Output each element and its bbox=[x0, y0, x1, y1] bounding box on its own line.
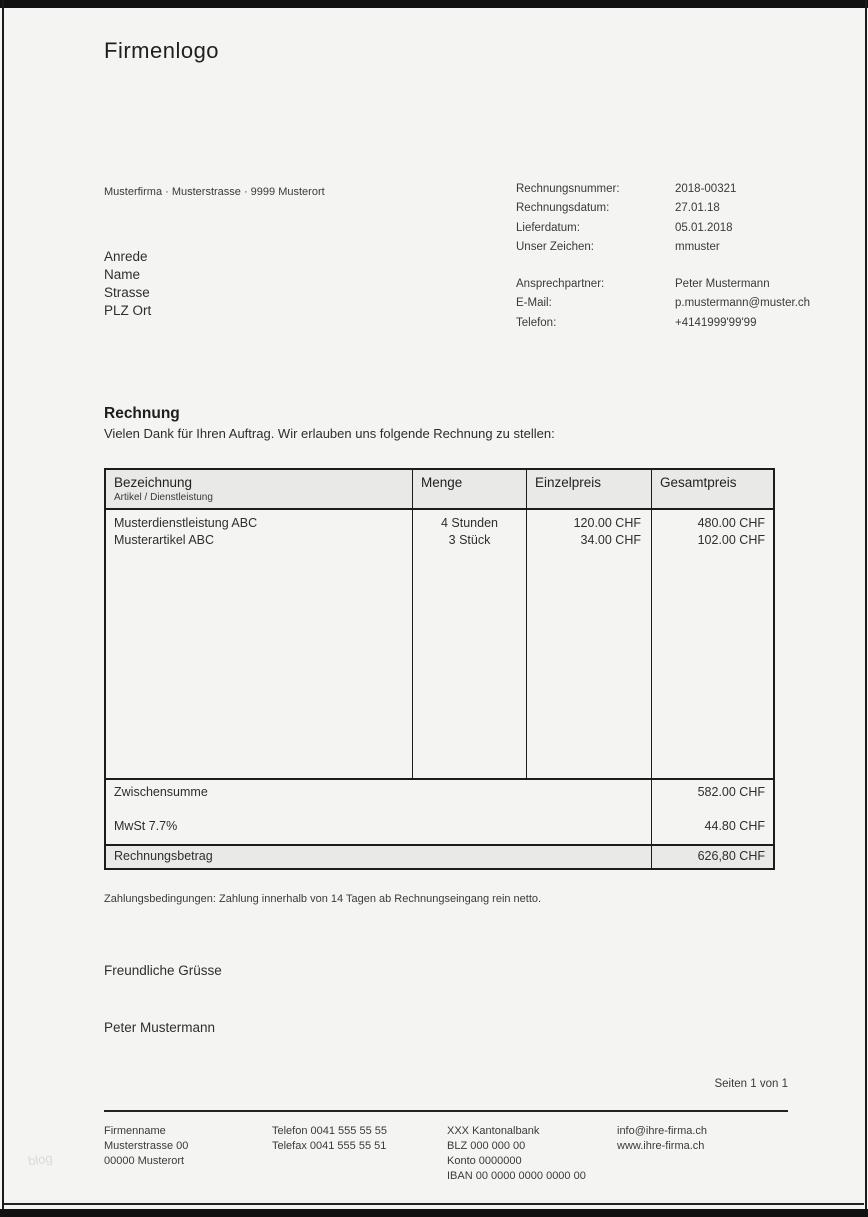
header-description-sublabel: Artikel / Dienstleistung bbox=[114, 492, 213, 503]
column-descriptions bbox=[106, 510, 413, 778]
page-border-top bbox=[0, 0, 868, 8]
item-description: Musterdienstleistung ABC bbox=[114, 516, 258, 530]
footer-telefon: Telefon 0041 555 55 55 bbox=[272, 1125, 387, 1137]
invoice-date-label: Rechnungsdatum: bbox=[516, 202, 610, 215]
email-label: E-Mail: bbox=[516, 297, 552, 310]
page-border-left bbox=[2, 0, 4, 1217]
delivery-date-value: 05.01.2018 bbox=[675, 221, 733, 234]
grand-total-value: 626,80 CHF bbox=[697, 849, 765, 863]
header-description-label: Bezeichnung bbox=[114, 475, 193, 490]
item-description: Musterartikel ABC bbox=[114, 533, 215, 547]
invoice-items-table bbox=[104, 468, 775, 870]
grand-total-label: Rechnungsbetrag bbox=[106, 846, 652, 868]
signature-name: Peter Mustermann bbox=[104, 1020, 216, 1035]
subtotal-labels-cell bbox=[106, 780, 652, 844]
meta-row-contact-person bbox=[516, 278, 826, 297]
meta-row-invoice-date bbox=[516, 202, 826, 221]
footer-bank-blz: BLZ 000 000 00 bbox=[447, 1140, 526, 1152]
invoice-meta-block bbox=[516, 183, 826, 336]
page-border-right bbox=[865, 0, 867, 1217]
header-total-price-label: Gesamtpreis bbox=[660, 475, 737, 490]
page-border-bottom bbox=[0, 1209, 868, 1217]
invoice-number-value: 2018-00321 bbox=[675, 183, 737, 195]
meta-row-phone bbox=[516, 317, 826, 336]
page-indicator: Seiten 1 von 1 bbox=[714, 1078, 788, 1090]
recipient-street: Strasse bbox=[104, 285, 150, 300]
item-unit-price: 34.00 CHF bbox=[580, 533, 641, 547]
recipient-city: PLZ Ort bbox=[104, 303, 152, 318]
footer-telefax: Telefax 0041 555 55 51 bbox=[272, 1140, 387, 1152]
footer-company-city: 00000 Musterort bbox=[104, 1155, 185, 1167]
invoice-number-label: Rechnungsnummer: bbox=[516, 183, 620, 195]
sender-line: Musterfirma · Musterstrasse · 9999 Musterort bbox=[104, 186, 325, 198]
recipient-name: Name bbox=[104, 267, 141, 282]
header-quantity-label: Menge bbox=[421, 475, 463, 490]
invoice-title: Rechnung bbox=[104, 405, 180, 422]
meta-row-our-reference bbox=[516, 241, 826, 260]
closing-greeting: Freundliche Grüsse bbox=[104, 963, 222, 978]
footer-email: info@ihre-firma.ch bbox=[617, 1125, 708, 1137]
footer-divider bbox=[104, 1110, 788, 1112]
meta-row-email bbox=[516, 297, 826, 316]
item-total: 480.00 CHF bbox=[697, 516, 765, 530]
footer-bank-iban: IBAN 00 0000 0000 0000 00 bbox=[447, 1170, 586, 1182]
header-cell-description bbox=[106, 470, 413, 508]
footer-bank-column bbox=[447, 1124, 586, 1184]
contact-person-value: Peter Mustermann bbox=[675, 278, 770, 291]
item-total: 102.00 CHF bbox=[697, 533, 765, 547]
item-quantity: 3 Stück bbox=[448, 533, 491, 547]
footer-company-name: Firmenname bbox=[104, 1125, 166, 1137]
footer-phone-column bbox=[272, 1124, 387, 1154]
our-reference-label: Unser Zeichen: bbox=[516, 240, 594, 253]
vat-value: 44.80 CHF bbox=[704, 819, 765, 833]
phone-label: Telefon: bbox=[516, 316, 557, 329]
email-value: p.mustermann@muster.ch bbox=[675, 297, 811, 310]
company-logo: Firmenlogo bbox=[104, 38, 220, 63]
item-unit-price: 120.00 CHF bbox=[573, 516, 641, 530]
meta-row-delivery-date bbox=[516, 222, 826, 241]
header-cell-total-price bbox=[652, 470, 773, 508]
header-cell-quantity bbox=[413, 470, 527, 508]
column-totals bbox=[652, 510, 773, 778]
page-border-bottom-line bbox=[4, 1203, 864, 1205]
payment-terms: Zahlungsbedingungen: Zahlung innerhalb von 14 Tagen ab Rechnungseingang rein netto. bbox=[104, 893, 542, 905]
invoice-intro-text: Vielen Dank für Ihren Auftrag. Wir erlauben uns folgende Rechnung zu stellen: bbox=[104, 426, 555, 441]
recipient-address-block bbox=[104, 248, 151, 320]
footer-bank-name: XXX Kantonalbank bbox=[447, 1125, 540, 1137]
column-quantities bbox=[413, 510, 527, 778]
delivery-date-label: Lieferdatum: bbox=[516, 221, 580, 234]
subtotal-values-cell bbox=[652, 780, 773, 844]
footer-company-column bbox=[104, 1124, 188, 1169]
item-quantity: 4 Stunden bbox=[441, 516, 498, 530]
table-body bbox=[106, 510, 773, 780]
footer-company-street: Musterstrasse 00 bbox=[104, 1140, 189, 1152]
header-cell-unit-price bbox=[527, 470, 652, 508]
contact-person-label: Ansprechpartner: bbox=[516, 278, 605, 291]
our-reference-value: mmuster bbox=[675, 240, 720, 253]
recipient-salutation: Anrede bbox=[104, 249, 148, 264]
footer-website: www.ihre-firma.ch bbox=[617, 1140, 705, 1152]
footer-web-column bbox=[617, 1124, 707, 1154]
invoice-date-value: 27.01.18 bbox=[675, 202, 720, 215]
table-grand-total-row bbox=[106, 846, 773, 868]
meta-row-invoice-number bbox=[516, 183, 826, 202]
watermark-text: blog bbox=[27, 1150, 54, 1169]
footer-bank-konto: Konto 0000000 bbox=[447, 1155, 522, 1167]
table-subtotal-section bbox=[106, 780, 773, 846]
vat-label: MwSt 7.7% bbox=[114, 819, 178, 833]
column-unit-prices bbox=[527, 510, 652, 778]
table-header-row bbox=[106, 470, 773, 510]
header-unit-price-label: Einzelpreis bbox=[535, 475, 602, 490]
meta-group-gap bbox=[516, 260, 826, 278]
subtotal-label: Zwischensumme bbox=[114, 785, 208, 799]
phone-value: +4141999'99'99 bbox=[675, 316, 757, 329]
subtotal-value: 582.00 CHF bbox=[697, 785, 765, 799]
